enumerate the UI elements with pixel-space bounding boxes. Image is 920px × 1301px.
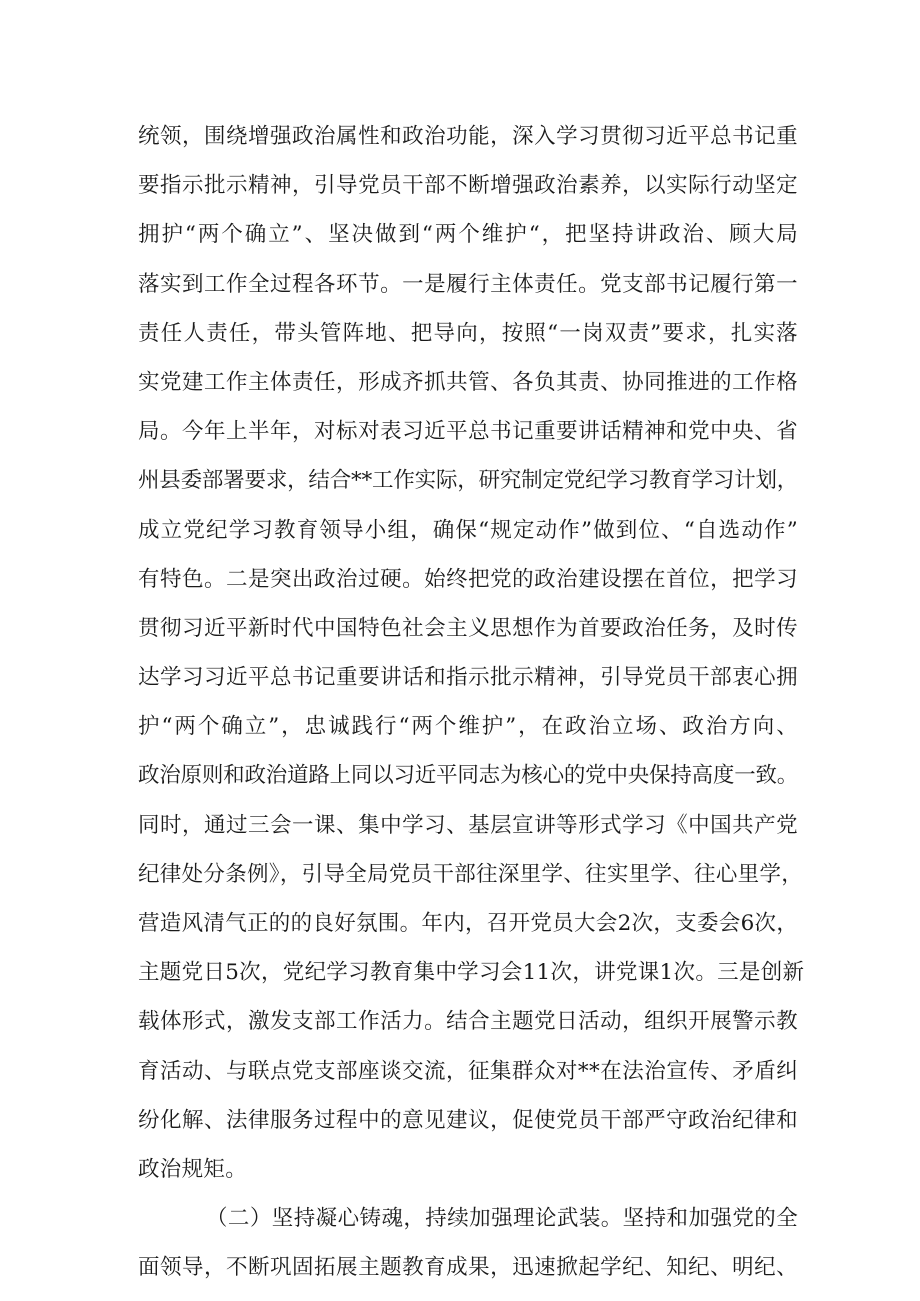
text-line: 纪律处分条例》，引导全局党员干部往深里学、往实里学、往心里学， xyxy=(138,861,804,887)
text-line: 达学习习近平总书记重要讲话和指示批示精神，引导党员干部衷心拥 xyxy=(138,665,798,691)
text-line: 局。今年上半年，对标对表习近平总书记重要讲话精神和党中央、省 xyxy=(138,419,798,445)
text-line: 实党建工作主体责任，形成齐抓共管、各负其责、协同推进的工作格 xyxy=(138,369,798,395)
text-line: 同时，通过三会一课、集中学习、基层宣讲等形式学习《中国共产党 xyxy=(138,812,798,838)
text-line: 纷化解、法律服务过程中的意见建议，促使党员干部严守政治纪律和 xyxy=(138,1107,798,1133)
text-line: 拥护“两个确立”、坚决做到“两个维护“，把坚持讲政治、顾大局 xyxy=(138,222,798,248)
text-line: 主题党日5次，党纪学习教育集中学习会11次，讲党课1次。三是创新 xyxy=(138,960,805,986)
text-line: 育活动、与联点党支部座谈交流，征集群众对**在法治宣传、矛盾纠 xyxy=(138,1058,798,1084)
text-line: 护“两个确立”，忠诚践行“两个维护”，在政治立场、政治方向、 xyxy=(138,714,798,740)
text-line: 成立党纪学习教育领导小组，确保“规定动作”做到位、“自选动作” xyxy=(138,517,798,543)
text-line: 责任人责任，带头管阵地、把导向，按照“一岗双责”要求，扎实落 xyxy=(138,320,798,346)
text-line: 面领导，不断巩固拓展主题教育成果，迅速掀起学纪、知纪、明纪、 xyxy=(138,1255,798,1281)
text-line: 落实到工作全过程各环节。一是履行主体责任。党支部书记履行第一 xyxy=(138,271,798,297)
text-line: 政治原则和政治道路上同以习近平同志为核心的党中央保持高度一致。 xyxy=(138,763,798,789)
text-line: 载体形式，激发支部工作活力。结合主题党日活动，组织开展警示教 xyxy=(138,1009,798,1035)
text-line: 营造风清气正的的良好氛围。年内，召开党员大会2次，支委会6次， xyxy=(138,911,799,936)
text-line: 统领，围绕增强政治属性和政治功能，深入学习贯彻习近平总书记重 xyxy=(138,124,798,149)
section-heading-line: （二）坚持凝心铸魂，持续加强理论武装。坚持和加强党的全 xyxy=(206,1206,798,1232)
paragraph-end-line: 政治规矩。 xyxy=(138,1156,248,1182)
text-line: 州县委部署要求，结合**工作实际，研究制定党纪学习教育学习计划， xyxy=(138,468,798,494)
body-text xyxy=(138,112,805,1293)
text-line: 要指示批示精神，引导党员干部不断增强政治素养，以实际行动坚定 xyxy=(138,173,798,199)
text-line: 贯彻习近平新时代中国特色社会主义思想作为首要政治任务，及时传 xyxy=(138,615,798,641)
text-line: 有特色。二是突出政治过硬。始终把党的政治建设摆在首位，把学习 xyxy=(138,566,798,592)
